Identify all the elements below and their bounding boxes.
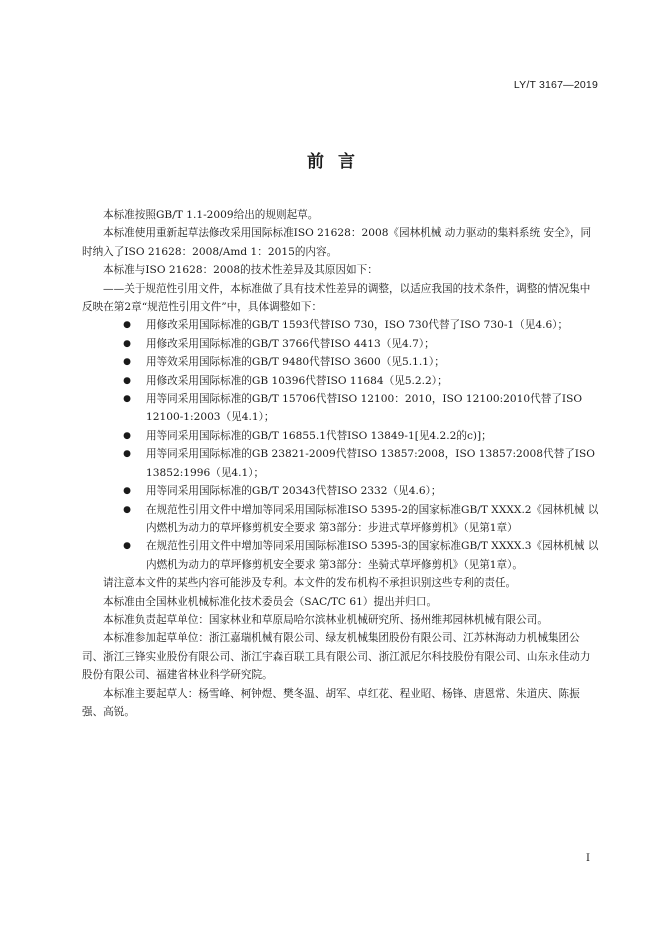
bullet-icon: ● bbox=[123, 449, 131, 460]
list-item: ● 用修改采用国际标准的GB/T 1593代替ISO 730，ISO 730代替了ISO 730-1（见4.6）； bbox=[146, 316, 600, 334]
list-item: ● 用等同采用国际标准的GB/T 16855.1代替ISO 13849-1[见4.2.2的c)]； bbox=[146, 427, 600, 445]
bullet-icon: ● bbox=[123, 375, 131, 386]
bullet-list bbox=[82, 316, 600, 574]
standard-code: LY/T 3167—2019 bbox=[513, 79, 598, 91]
bullet-icon: ● bbox=[123, 320, 131, 331]
paragraph-main-drafters: 本标准主要起草人：杨雪峰、柯钟煜、樊冬温、胡军、卓红花、程业昭、杨锋、唐恩常、朱道庆、陈振强、高锐。 bbox=[82, 687, 580, 718]
paragraph-proposer: 本标准由全国林业机械标准化技术委员会（SAC/TC 61）提出并归口。 bbox=[103, 595, 438, 608]
list-item: ● 用等同采用国际标准的GB/T 15706代替ISO 12100：2010，ISO 12100:2010代替了ISO 12100-1:2003（见4.1）； bbox=[146, 390, 600, 427]
list-item: ● 用修改采用国际标准的GB 10396代替ISO 11684（见5.2.2）； bbox=[146, 372, 600, 390]
bullet-icon: ● bbox=[123, 486, 131, 497]
dash-mark: —— bbox=[103, 282, 125, 295]
list-item: ● 用等同采用国际标准的GB 23821-2009代替ISO 13857:2008，ISO 13857:2008代替了ISO 13852:1996（见4.1）； bbox=[146, 445, 600, 482]
list-item: ● 用等效采用国际标准的GB/T 9480代替ISO 3600（见5.1.1）； bbox=[146, 353, 600, 371]
bullet-icon: ● bbox=[123, 357, 131, 368]
paragraph-lead-drafters: 本标准负责起草单位：国家林业和草原局哈尔滨林业机械研究所、扬州维邦园林机械有限公司。 bbox=[103, 613, 548, 626]
dash-item bbox=[82, 280, 600, 317]
foreword-body bbox=[82, 206, 600, 721]
bullet-icon: ● bbox=[123, 430, 131, 441]
list-item: ● 用等同采用国际标准的GB/T 20343代替ISO 2332（见4.6）； bbox=[146, 482, 600, 500]
bullet-icon: ● bbox=[123, 504, 131, 515]
list-item: ● 在规范性引用文件中增加等同采用国际标准ISO 5395-3的国家标准GB/T XXXX.3《园林机械 以内燃机为动力的草坪修剪机安全要求 第3部分：坐骑式草坪修剪机》（见第1章）。 bbox=[146, 537, 600, 574]
paragraph-participating-drafters: 本标准参加起草单位：浙江嘉瑞机械有限公司、绿友机械集团股份有限公司、江苏林海动力机械集团公司、浙江三锋实业股份有限公司、浙江宇森百联工具有限公司、浙江派尼尔科技股份有限公司、山东永佳动力股份有限公司、福建省林业科学研究院。 bbox=[82, 632, 591, 682]
bullet-icon: ● bbox=[123, 394, 131, 405]
page-title: 前言 bbox=[307, 152, 369, 172]
paragraph-drafting-rules: 本标准按照GB/T 1.1-2009给出的规则起草。 bbox=[103, 209, 319, 221]
paragraph-differences-intro: 本标准与ISO 21628：2008的技术性差异及其原因如下： bbox=[103, 264, 378, 277]
bullet-icon: ● bbox=[123, 338, 131, 349]
paragraph-adoption: 本标准使用重新起草法修改采用国际标准ISO 21628：2008《园林机械 动力驱动的集料系统 安全》，同时纳入了ISO 21628：2008/Amd 1：2015的内容。 bbox=[82, 227, 592, 258]
list-item: ● 用修改采用国际标准的GB/T 3766代替ISO 4413（见4.7）； bbox=[146, 335, 600, 353]
page-number: I bbox=[586, 853, 590, 864]
list-item: ● 在规范性引用文件中增加等同采用国际标准ISO 5395-2的国家标准GB/T XXXX.2《园林机械 以内燃机为动力的草坪修剪机安全要求 第3部分：步进式草坪修剪机》（见第1章） bbox=[146, 501, 600, 538]
dash-item-text: 关于规范性引用文件，本标准做了具有技术性差异的调整，以适应我国的技术条件，调整的情况集中反映在第2章“规范性引用文件”中，具体调整如下： bbox=[82, 282, 591, 314]
bullet-icon: ● bbox=[123, 541, 131, 552]
paragraph-patent-notice: 请注意本文件的某些内容可能涉及专利。本文件的发布机构不承担识别这些专利的责任。 bbox=[103, 577, 517, 590]
